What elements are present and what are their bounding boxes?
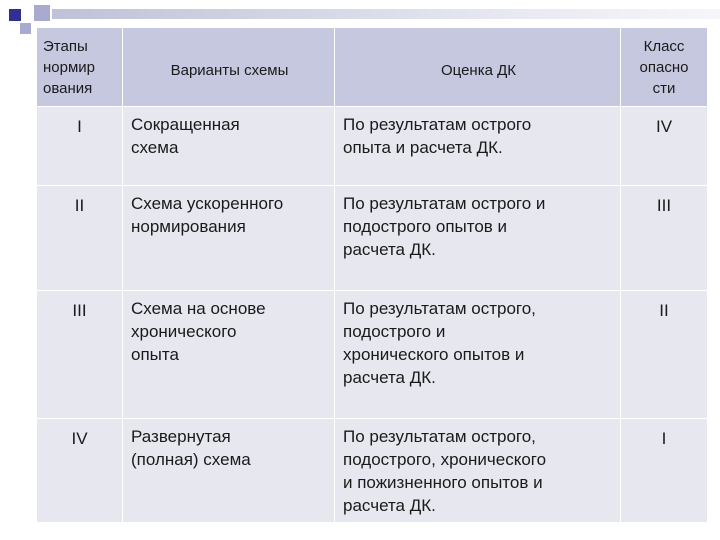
stage-cell: IV bbox=[37, 419, 123, 523]
variant-cell: Сокращенная схема bbox=[123, 107, 335, 186]
assessment-cell: По результатам острого и подострого опытов и расчета ДК. bbox=[335, 186, 621, 291]
variant-cell: Схема ускоренного нормирования bbox=[123, 186, 335, 291]
decor-gradient-bar bbox=[52, 9, 720, 19]
table-row bbox=[37, 291, 708, 419]
variant-cell: Схема на основе хронического опыта bbox=[123, 291, 335, 419]
table-row bbox=[37, 107, 708, 186]
hazard-class-cell: IV bbox=[621, 107, 708, 186]
header-variants: Варианты схемы bbox=[123, 28, 335, 107]
header-assessment: Оценка ДК bbox=[335, 28, 621, 107]
normalization-table bbox=[36, 27, 708, 523]
decor-square-light bbox=[34, 5, 50, 21]
header-stages: Этапы нормир ования bbox=[37, 28, 123, 107]
variant-cell: Развернутая (полная) схема bbox=[123, 419, 335, 523]
table-row bbox=[37, 186, 708, 291]
assessment-cell: По результатам острого опыта и расчета ДК. bbox=[335, 107, 621, 186]
hazard-class-cell: II bbox=[621, 291, 708, 419]
header-hazard-class: Класс опасно сти bbox=[621, 28, 708, 107]
table-header-row bbox=[37, 28, 708, 107]
hazard-class-cell: III bbox=[621, 186, 708, 291]
stage-cell: I bbox=[37, 107, 123, 186]
decor-square-light-small bbox=[20, 23, 31, 34]
stage-cell: III bbox=[37, 291, 123, 419]
decor-square-dark bbox=[9, 9, 21, 21]
assessment-cell: По результатам острого, подострого, хронического и пожизненного опытов и расчета ДК. bbox=[335, 419, 621, 523]
table-row bbox=[37, 419, 708, 523]
assessment-cell: По результатам острого, подострого и хронического опытов и расчета ДК. bbox=[335, 291, 621, 419]
hazard-class-cell: I bbox=[621, 419, 708, 523]
stage-cell: II bbox=[37, 186, 123, 291]
